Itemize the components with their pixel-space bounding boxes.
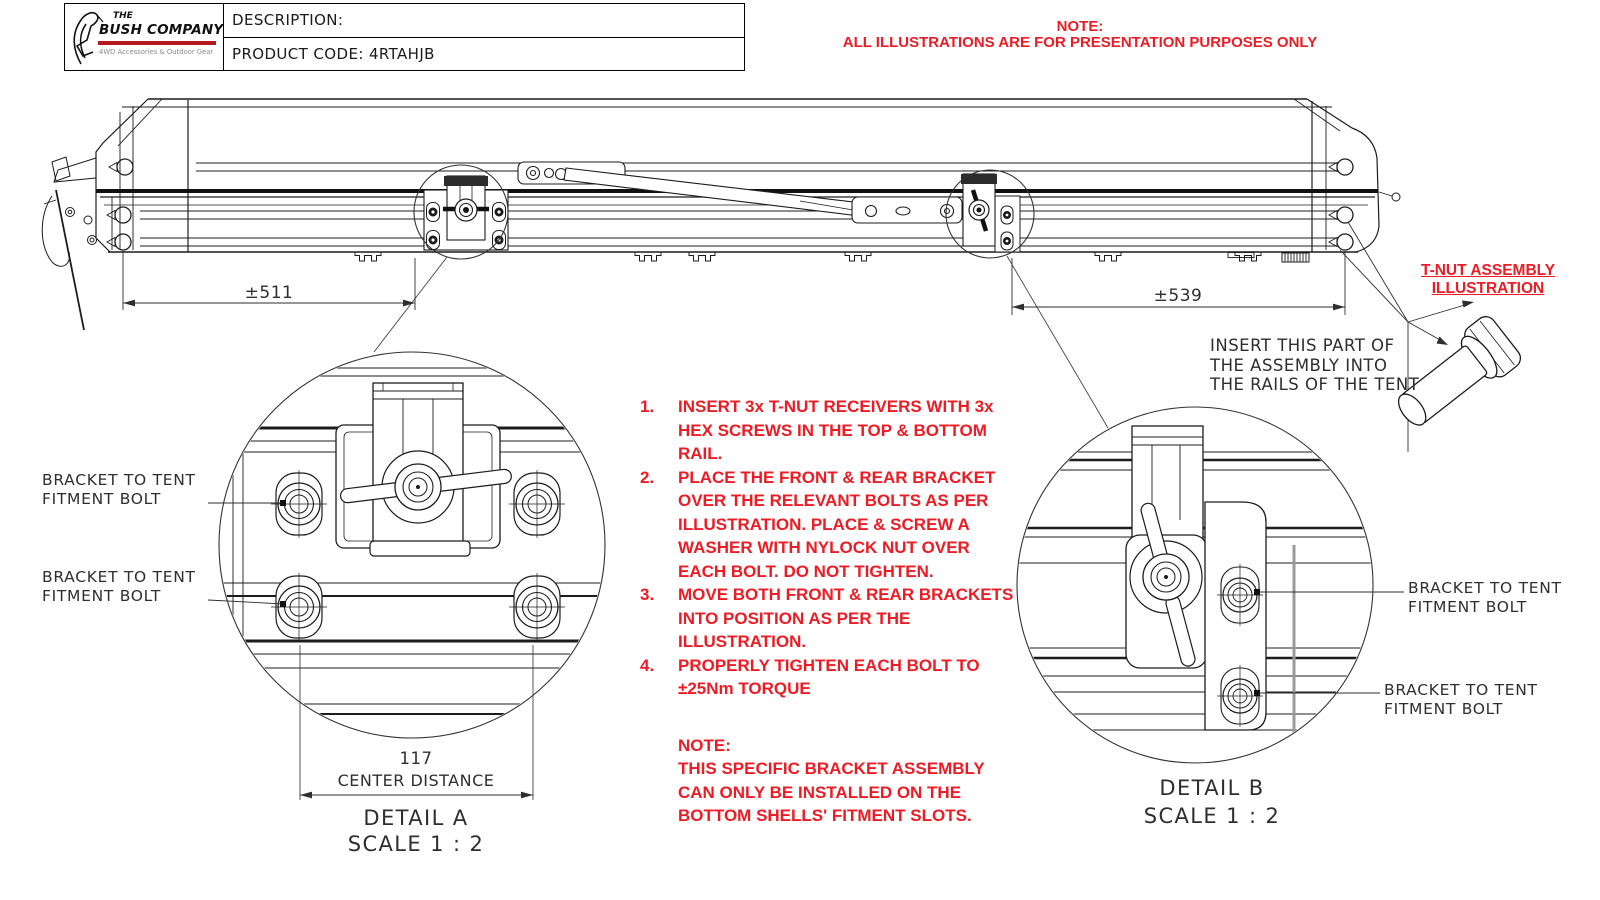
latch-mechanism: [42, 157, 96, 330]
center-distance-value: 117: [399, 749, 433, 768]
dim-label-511: ±511: [244, 283, 294, 303]
detail-a-leader: [374, 257, 447, 352]
rear-bracket: [961, 174, 1020, 252]
presentation-note-title: NOTE:: [1056, 18, 1104, 35]
bracket-note-body: THIS SPECIFIC BRACKET ASSEMBLY CAN ONLY BE INSTALLED ON THE BOTTOM SHELLS' FITMENT SLOTS.: [678, 759, 985, 825]
instruction-step-2: 2. PLACE THE FRONT & REAR BRACKET OVER THE RELEVANT BOLTS AS PER ILLUSTRATION. PLACE & SCREW A WASHER WITH NYLOCK NUT OVER EACH BOLT. DO NOT TIGHTEN.: [640, 467, 996, 581]
dim-label-539: ±539: [1153, 286, 1203, 306]
bracket-bolt-label-b2: BRACKET TO TENT FITMENT BOLT: [1384, 681, 1538, 718]
instruction-step-1: 1. INSERT 3x T-NUT RECEIVERS WITH 3x HEX SCREWS IN THE TOP & BOTTOM RAIL.: [640, 397, 994, 463]
bracket-note-title: NOTE:: [678, 735, 731, 755]
logo-tagline: 4WD Accessories & Outdoor Gear: [99, 48, 214, 56]
insert-instruction-label: INSERT THIS PART OF THE ASSEMBLY INTO THE RAILS OF THE TENT: [1210, 336, 1420, 394]
presentation-note-body: ALL ILLUSTRATIONS ARE FOR PRESENTATION PURPOSES ONLY: [842, 34, 1318, 51]
detail-a-scale: SCALE 1 : 2: [347, 832, 485, 856]
instruction-step-4: 4. PROPERLY TIGHTEN EACH BOLT TO ±25Nm TORQUE: [640, 655, 980, 698]
assembly-instructions: [640, 395, 1022, 828]
logo-name: BUSH COMPANY: [99, 22, 224, 38]
detail-b-view: [1017, 407, 1404, 763]
detail-b-scale: SCALE 1 : 2: [1143, 804, 1281, 828]
tnut-assembly-title: T-NUT ASSEMBLY ILLUSTRATION: [1420, 262, 1556, 297]
title-block: [64, 3, 745, 71]
bracket-bolt-label-b1: BRACKET TO TENT FITMENT BOLT: [1408, 579, 1562, 616]
detail-b-leader: [1007, 256, 1108, 428]
center-distance-label: CENTER DISTANCE: [337, 771, 495, 790]
logo-the: THE: [113, 11, 133, 21]
mounting-feet: [355, 252, 1309, 262]
logo-red-bar: [98, 41, 216, 45]
main-rail: [96, 99, 1400, 252]
bracket-bolt-label-a2: BRACKET TO TENT FITMENT BOLT: [42, 568, 196, 605]
product-code-field: PRODUCT CODE: 4RTAHJB: [232, 44, 435, 63]
bracket-note: [678, 734, 1008, 828]
detail-b-title: DETAIL B: [1159, 776, 1265, 800]
front-bracket: [424, 176, 508, 250]
detail-a-title: DETAIL A: [363, 806, 469, 830]
instruction-step-3: 3. MOVE BOTH FRONT & REAR BRACKETS INTO POSITION AS PER THE ILLUSTRATION.: [640, 585, 1014, 651]
presentation-note: [790, 19, 1370, 51]
bracket-bolt-label-a1: BRACKET TO TENT FITMENT BOLT: [42, 471, 196, 508]
detail-a-view: [208, 352, 605, 800]
company-logo: [65, 4, 224, 70]
description-field: DESCRIPTION:: [224, 4, 744, 38]
